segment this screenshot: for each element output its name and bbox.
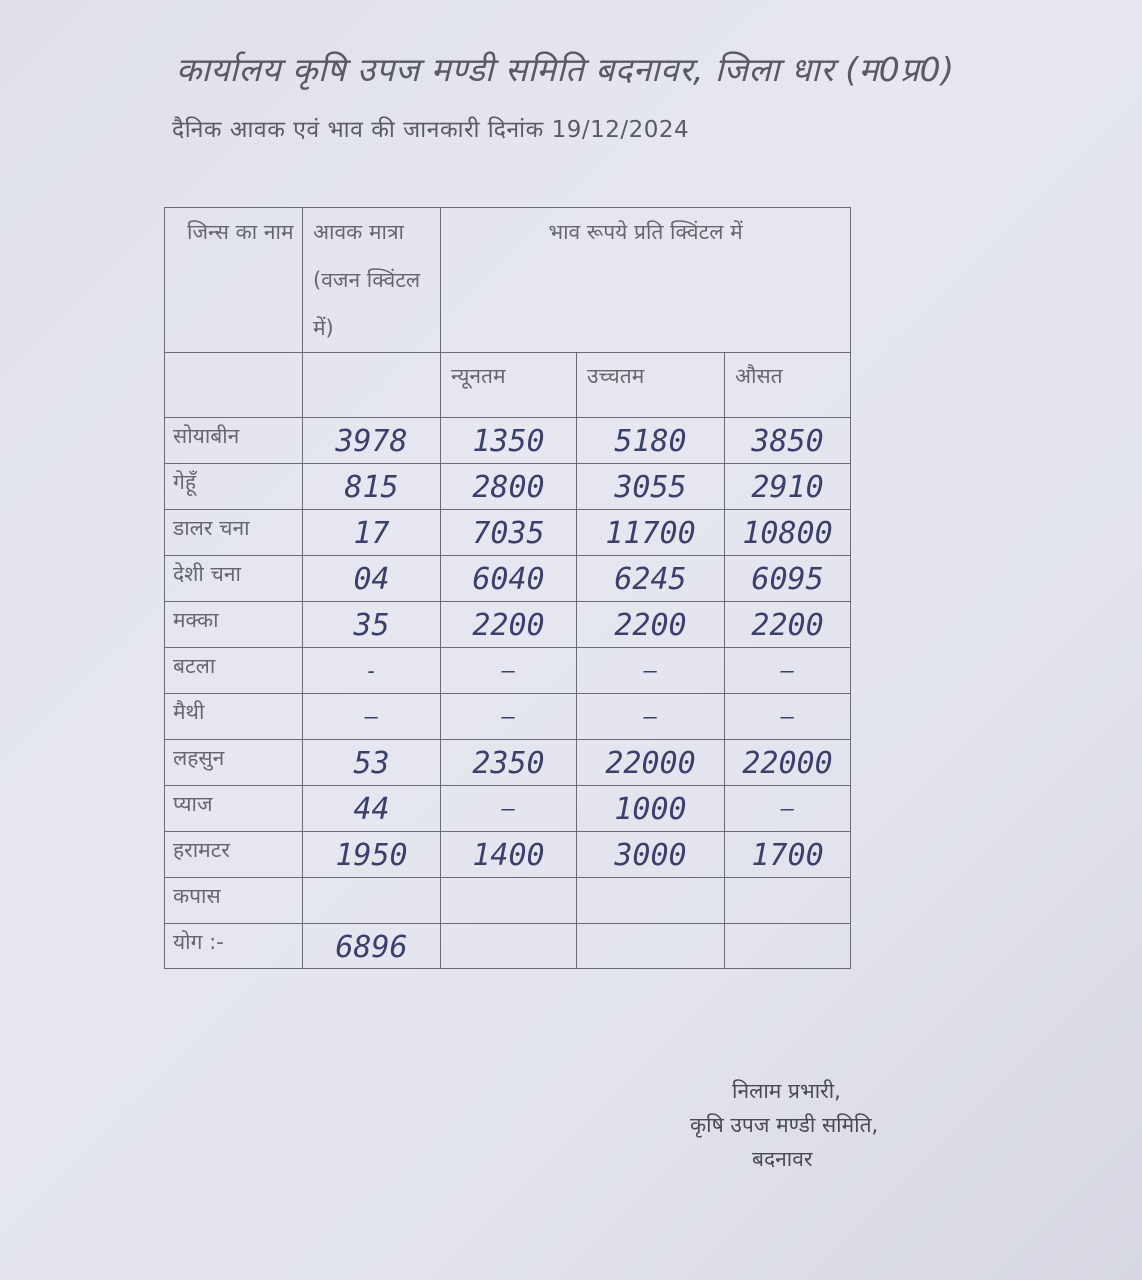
- commodity-name: देशी चना: [165, 556, 303, 602]
- avg-price: [725, 878, 851, 924]
- arrival-quantity: 04: [303, 556, 441, 602]
- signature-block: [690, 1074, 878, 1176]
- commodity-name: लहसुन: [165, 740, 303, 786]
- commodity-name: मैथी: [165, 694, 303, 740]
- min-price: 6040: [441, 556, 577, 602]
- table-row: [165, 786, 851, 832]
- max-price: 11700: [577, 510, 725, 556]
- arrival-quantity: 17: [303, 510, 441, 556]
- avg-price: –: [725, 648, 851, 694]
- min-price: 2800: [441, 464, 577, 510]
- table-row: [165, 832, 851, 878]
- avg-price: 6095: [725, 556, 851, 602]
- arrival-quantity: 815: [303, 464, 441, 510]
- table-subheader-row: [165, 353, 851, 418]
- table-row: [165, 694, 851, 740]
- max-price: –: [577, 648, 725, 694]
- commodity-name: सोयाबीन: [165, 418, 303, 464]
- column-header-price: भाव रूपये प्रति क्विंटल में: [441, 208, 851, 353]
- min-price: 1400: [441, 832, 577, 878]
- signature-line-1: निलाम प्रभारी,: [732, 1079, 841, 1103]
- total-quantity: 6896: [303, 924, 441, 969]
- min-price: –: [441, 694, 577, 740]
- min-price: –: [441, 648, 577, 694]
- arrival-quantity: 44: [303, 786, 441, 832]
- office-title: कार्यालय कृषि उपज मण्डी समिति बदनावर, जिला धार (म0प्र0): [176, 50, 955, 89]
- commodity-name: हरामटर: [165, 832, 303, 878]
- table-header-row: [165, 208, 851, 353]
- signature-line-3: बदनावर: [752, 1147, 813, 1171]
- commodity-name: गेहूँ: [165, 464, 303, 510]
- min-price: —: [441, 786, 577, 832]
- max-price: 22000: [577, 740, 725, 786]
- commodity-name: डालर चना: [165, 510, 303, 556]
- max-price: 2200: [577, 602, 725, 648]
- commodity-name: प्याज: [165, 786, 303, 832]
- commodity-name: मक्का: [165, 602, 303, 648]
- subheader-empty-name: [165, 353, 303, 418]
- total-avg: [725, 924, 851, 969]
- arrival-quantity: 53: [303, 740, 441, 786]
- subheader-empty-qty: [303, 353, 441, 418]
- avg-price: 3850: [725, 418, 851, 464]
- total-row: [165, 924, 851, 969]
- table-row: [165, 740, 851, 786]
- subheader-avg: औसत: [725, 353, 851, 418]
- table-row: [165, 556, 851, 602]
- avg-price: 10800: [725, 510, 851, 556]
- avg-price: —: [725, 786, 851, 832]
- report-subtitle: दैनिक आवक एवं भाव की जानकारी दिनांक 19/12/2024: [172, 117, 690, 143]
- commodity-name: बटला: [165, 648, 303, 694]
- column-header-quantity: आवक मात्रा (वजन क्विंटल में): [303, 208, 441, 353]
- min-price: [441, 878, 577, 924]
- min-price: 2200: [441, 602, 577, 648]
- max-price: –: [577, 694, 725, 740]
- arrival-quantity: –: [303, 694, 441, 740]
- price-table-container: [164, 207, 850, 969]
- subheader-min: न्यूनतम: [441, 353, 577, 418]
- max-price: 6245: [577, 556, 725, 602]
- column-header-name: जिन्स का नाम: [165, 208, 303, 353]
- avg-price: 22000: [725, 740, 851, 786]
- max-price: 5180: [577, 418, 725, 464]
- arrival-quantity: 35: [303, 602, 441, 648]
- total-min: [441, 924, 577, 969]
- avg-price: 2200: [725, 602, 851, 648]
- table-row: [165, 464, 851, 510]
- table-row: [165, 602, 851, 648]
- total-label: योग :-: [165, 924, 303, 969]
- total-max: [577, 924, 725, 969]
- avg-price: 2910: [725, 464, 851, 510]
- table-row: [165, 418, 851, 464]
- max-price: 3000: [577, 832, 725, 878]
- arrival-quantity: -: [303, 648, 441, 694]
- arrival-quantity: 3978: [303, 418, 441, 464]
- table-row: [165, 878, 851, 924]
- arrival-quantity: [303, 878, 441, 924]
- avg-price: –: [725, 694, 851, 740]
- max-price: 3055: [577, 464, 725, 510]
- subheader-max: उच्चतम: [577, 353, 725, 418]
- max-price: [577, 878, 725, 924]
- min-price: 7035: [441, 510, 577, 556]
- min-price: 2350: [441, 740, 577, 786]
- signature-line-2: कृषि उपज मण्डी समिति,: [690, 1113, 879, 1137]
- avg-price: 1700: [725, 832, 851, 878]
- table-row: [165, 648, 851, 694]
- min-price: 1350: [441, 418, 577, 464]
- table-row: [165, 510, 851, 556]
- price-table: [164, 207, 851, 969]
- max-price: 1000: [577, 786, 725, 832]
- commodity-name: कपास: [165, 878, 303, 924]
- arrival-quantity: 1950: [303, 832, 441, 878]
